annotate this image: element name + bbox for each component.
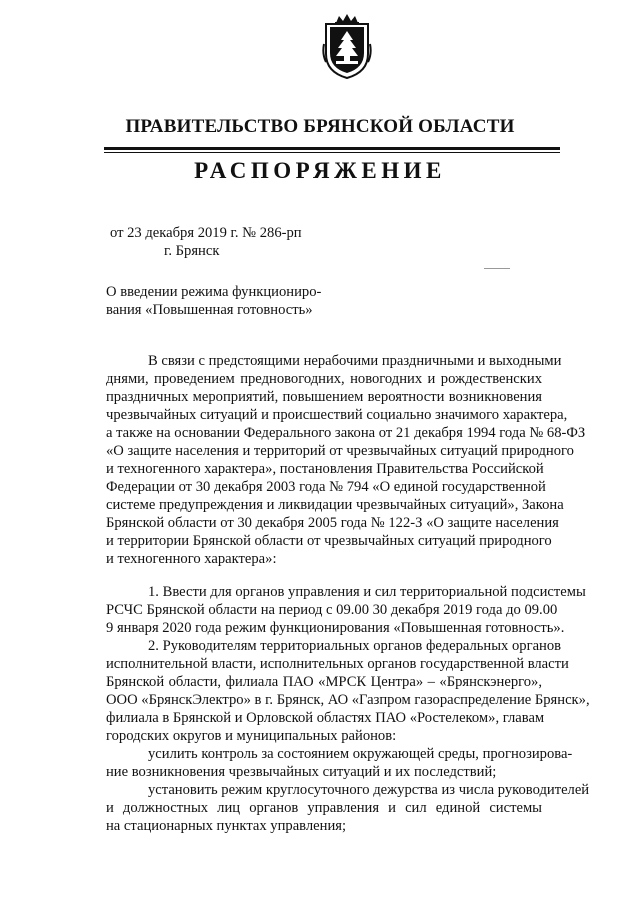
subject-line: О введении режима функциониро- [106,284,322,300]
preamble-line: праздничных мероприятий, повышением вероятности возникновения [106,389,542,405]
preamble-line: «О защите населения и территорий от чрезвычайных ситуаций природного [106,443,574,459]
document-city: г. Брянск [164,243,220,259]
government-title: ПРАВИТЕЛЬСТВО БРЯНСКОЙ ОБЛАСТИ [125,116,515,137]
document-date-number: от 23 декабря 2019 г. № 286-рп [110,225,302,241]
preamble-line: Федерации от 30 декабря 2003 года № 794 «О единой государственной [106,479,546,495]
header-rule-thin [104,152,560,153]
document-type-title: РАСПОРЯЖЕНИЕ [194,158,446,183]
sub-item-line: на стационарных пунктах управления; [106,818,347,834]
item-2-line: филиала в Брянской и Орловской областях ПАО «Ростелеком», главам [106,710,545,726]
preamble-line: Брянской области от 30 декабря 2005 года № 122-З «О защите населения [106,515,559,531]
preamble-line: В связи с предстоящими нерабочими праздничными и выходными [148,353,562,369]
preamble-line: чрезвычайных ситуаций и происшествий социально значимого характера, [106,407,568,423]
sub-item-line: установить режим круглосуточного дежурства из числа руководителей [148,782,590,798]
subject-line: вания «Повышенная готовность» [106,302,313,318]
item-1-line: 1. Ввести для органов управления и сил территориальной подсистемы [148,584,586,600]
preamble-line: и техногенного характера», постановления Правительства Российской [106,461,544,477]
coat-of-arms-emblem [322,14,372,80]
preamble-line: системе предупреждения и ликвидации чрезвычайных ситуаций», Закона [106,497,564,513]
header-rule-thick [104,147,560,150]
preamble-line: а также на основании Федерального закона от 21 декабря 1994 года № 68-ФЗ [106,425,586,441]
item-2-line: городских округов и муниципальных районов: [106,728,397,744]
sub-item-line: усилить контроль за состоянием окружающей среды, прогнозирова- [148,746,573,762]
item-1-line: РСЧС Брянской области на период с 09.00 30 декабря 2019 года до 09.00 [106,602,558,618]
item-2-line: Брянской области, филиала ПАО «МРСК Центра» – «Брянскэнерго», [106,674,542,690]
item-2-line: ООО «БрянскЭлектро» в г. Брянск, АО «Газпром газораспределение Брянск», [106,692,590,708]
item-2-line: исполнительной власти, исполнительных органов государственной власти [106,656,569,672]
preamble-line: и территории Брянской области от чрезвычайных ситуаций природного [106,533,552,549]
sub-item-line: и должностных лиц органов управления и сил единой системы [106,800,542,816]
item-1-line: 9 января 2020 года режим функционирования «Повышенная готовность». [106,620,565,636]
sub-item-line: ние возникновения чрезвычайных ситуаций и их последствий; [106,764,497,780]
item-2-line: 2. Руководителям территориальных органов федеральных органов [148,638,562,654]
date-underline-mark [484,268,510,269]
preamble-line: днями, проведением предновогодних, новогодних и рождественских [106,371,542,387]
preamble-line: и техногенного характера»: [106,551,277,567]
